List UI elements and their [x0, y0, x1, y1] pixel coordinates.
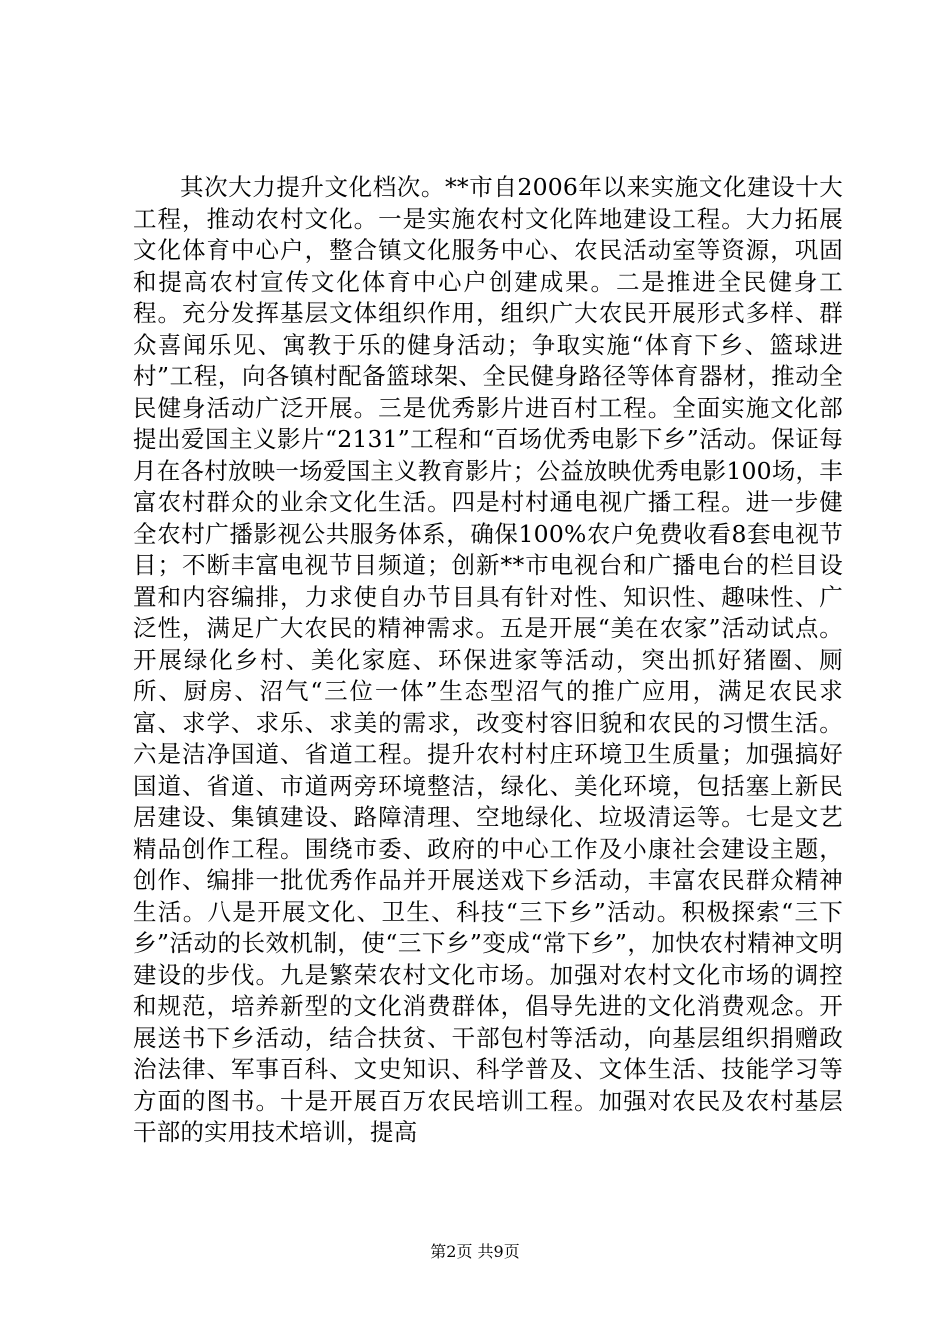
page-footer: 第2页 共9页 — [430, 1242, 520, 1261]
body-paragraph: 其次大力提升文化档次。**市自2006年以来实施文化建设十大工程，推动农村文化。一是实施农村文化阵地建设工程。大力拓展文化体育中心户，整合镇文化服务中心、农民活动室等资源，巩固和提高农村宣传文化体育中心户创建成果。二是推进全民健身工程。充分发挥基层文体组织作用，组织广大农民开展形式多样、群众喜闻乐见、寓教于乐的健身活动；争取实施“体育下乡、篮球进村”工程，向各镇村配备篮球架、全民健身路径等体育器材，推动全民健身活动广泛开展。三是优秀影片进百村工程。全面实施文化部提出爱国主义影片“2131”工程和“百场优秀电影下乡”活动。保证每月在各村放映一场爱国主义教育影片；公益放映优秀电影100场，丰富农村群众的业余文化生活。四是村村通电视广播工程。进一步健全农村广播影视公共服务体系，确保100%农户免费收看8套电视节目；不断丰富电视节目频道；创新**市电视台和广播电台的栏目设置和内容编排，力求使自办节目具有针对性、知识性、趣味性、广泛性，满足广大农民的精神需求。五是开展“美在农家”活动试点。开展绿化乡村、美化家庭、环保进家等活动，突出抓好猪圈、厕所、厨房、沼气“三位一体”生态型沼气的推广应用，满足农民求富、求学、求乐、求美的需求，改变村容旧貌和农民的习惯生活。六是洁净国道、省道工程。提升农村村庄环境卫生质量；加强搞好国道、省道、市道两旁环境整洁，绿化、美化环境，包括塞上新民居建设、集镇建设、路障清理、空地绿化、垃圾清运等。七是文艺精品创作工程。围绕市委、政府的中心工作及小康社会建设主题，创作、编排一批优秀作品并开展送戏下乡活动，丰富农民群众精神生活。八是开展文化、卫生、科技“三下乡”活动。积极探索“三下乡”活动的长效机制，使“三下乡”变成“常下乡”，加快农村精神文明建设的步伐。九是繁荣农村文化市场。加强对农村文化市场的调控和规范，培养新型的文化消费群体，倡导先进的文化消费观念。开展送书下乡活动，结合扶贫、干部包村等活动，向基层组织捐赠政治法律、军事百科、文史知识、科学普及、文体生活、技能学习等方面的图书。十是开展百万农民培训工程。加强对农民及农村基层干部的实用技术培训，提高 — [133, 173, 843, 1146]
